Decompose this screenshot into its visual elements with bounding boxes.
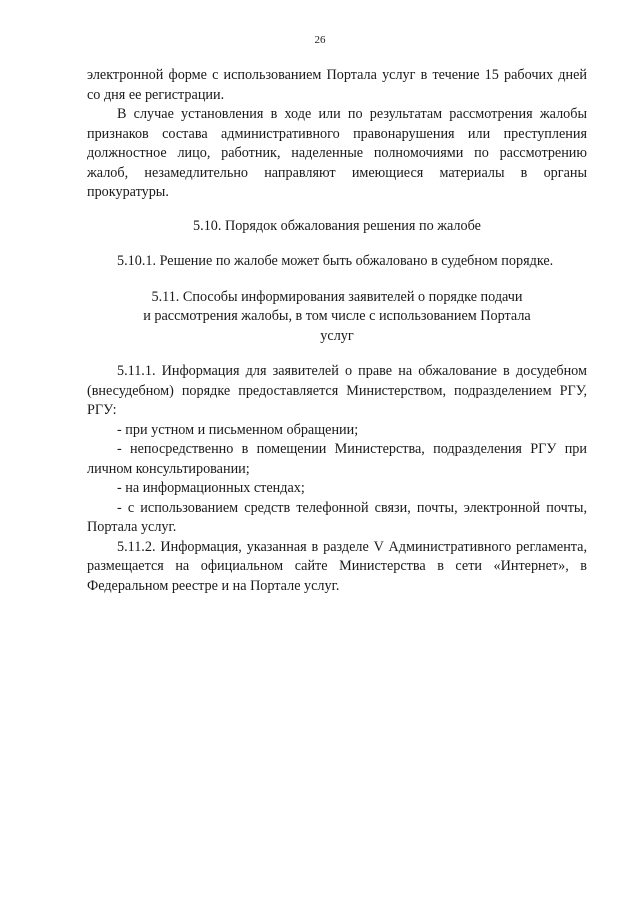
paragraph-5-11-1: 5.11.1. Информация для заявителей о праве на обжалование в досудебном (внесудебном) порядке предоставляется Министерством, подразделением РГУ, РГУ:: [87, 363, 587, 418]
section-heading-5-11: [87, 288, 587, 347]
list-item: - на информационных стендах;: [117, 480, 305, 496]
document-body: [87, 66, 587, 596]
paragraph-violation-signs: В случае установления в ходе или по результатам рассмотрения жалобы признаков состава административного правонарушения или преступления должностное лицо, работник, наделенные полномочиями по рассмотрению жалоб, незамедлительно направляют имеющиеся материалы в органы прокуратуры.: [87, 106, 587, 200]
paragraph-5-10-1: 5.10.1. Решение по жалобе может быть обжаловано в судебном порядке.: [117, 253, 554, 269]
section-heading-5-11-line: и рассмотрения жалобы, в том числе с использованием Портала: [143, 308, 531, 324]
paragraph-5-11-2: 5.11.2. Информация, указанная в разделе V Административного регламента, размещается на официальном сайте Министерства в сети «Интернет», в Федеральном реестре и на Портале услуг.: [87, 538, 587, 594]
page-number: 26: [314, 34, 326, 46]
list-item: - непосредственно в помещении Министерства, подразделения РГУ при личном консультировании;: [87, 441, 587, 477]
paragraph-continuation: электронной форме с использованием Портала услуг в течение 15 рабочих дней со дня ее регистрации.: [87, 67, 587, 103]
section-heading-5-11-line: услуг: [320, 327, 354, 344]
list-item: - при устном и письменном обращении;: [117, 421, 359, 438]
list-item: - с использованием средств телефонной связи, почты, электронной почты, Портала услуг.: [87, 499, 587, 535]
section-heading-5-10: 5.10. Порядок обжалования решения по жалобе: [193, 217, 481, 234]
section-heading-5-11-line: 5.11. Способы информирования заявителей о порядке подачи: [151, 288, 523, 305]
